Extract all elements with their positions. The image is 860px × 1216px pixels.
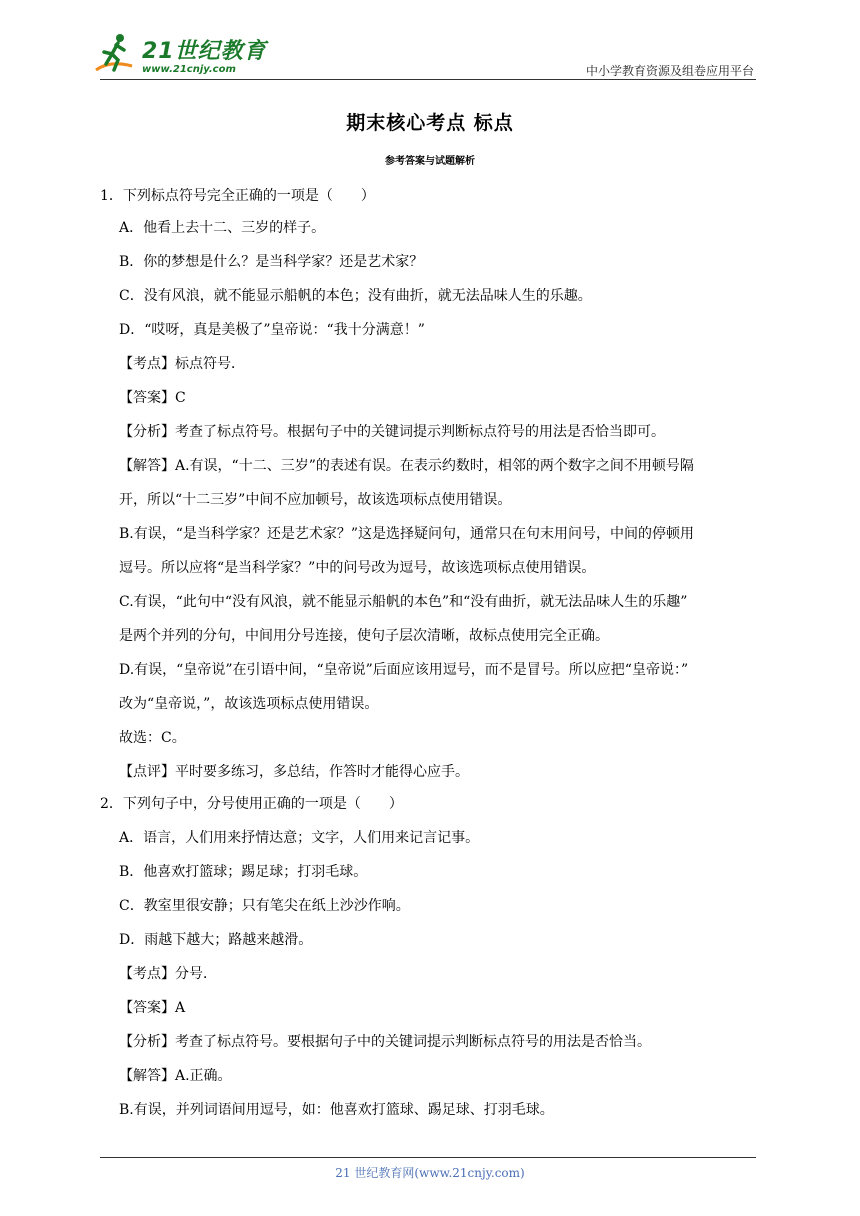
question-1-choice: 故选：C。	[119, 730, 186, 746]
question-1-solution-line: 是两个并列的分句，中间用分号连接，使句子层次清晰，故标点使用完全正确。	[119, 628, 609, 644]
page-header	[0, 0, 860, 80]
header-divider	[100, 79, 756, 80]
logo-url: www.21cnjy.com	[142, 64, 236, 75]
question-1-solution-line: C.有误，“此句中“没有风浪，就不能显示船帆的本色”和“没有曲折，就无法品味人生的乐趣”	[119, 594, 688, 610]
question-1-solution-line: D.有误，“皇帝说”在引语中间，“皇帝说”后面应该用逗号，而不是冒号。所以应把“皇帝说：”	[119, 662, 689, 678]
question-2-option-b: B．他喜欢打篮球；踢足球；打羽毛球。	[119, 864, 368, 880]
question-1-solution-line: 开，所以“十二三岁”中间不应加顿号，故该选项标点使用错误。	[119, 492, 512, 508]
question-2-solution-line: B.有误，并列词语间用逗号，如：他喜欢打篮球、踢足球、打羽毛球。	[119, 1102, 554, 1118]
page-title: 期末核心考点 标点	[346, 112, 514, 134]
question-2-answer: 【答案】A	[119, 1000, 186, 1016]
question-1-solution-line: B.有误，“是当科学家？还是艺术家？”这是选择疑问句，通常只在句末用问号，中间的停顿用	[119, 526, 695, 542]
question-2-option-c: C．教室里很安静；只有笔尖在纸上沙沙作响。	[119, 898, 410, 914]
question-2-solution-line: 【解答】A.正确。	[119, 1068, 232, 1084]
question-2-analysis: 【分析】考查了标点符号。要根据句子中的关键词提示判断标点符号的用法是否恰当。	[119, 1034, 651, 1050]
runner-logo-icon	[92, 30, 140, 76]
question-1-option-a: A．他看上去十二、三岁的样子。	[119, 220, 326, 236]
question-1-option-c: C．没有风浪，就不能显示船帆的本色；没有曲折，就无法品味人生的乐趣。	[119, 288, 592, 304]
logo-text: 21世纪教育	[142, 39, 267, 64]
question-1-topic: 【考点】标点符号．	[119, 356, 245, 372]
question-1-solution-line: 【解答】A.有误，“十二、三岁”的表述有误。在表示约数时，相邻的两个数字之间不用顿号隔	[119, 458, 694, 474]
question-1-option-b: B．你的梦想是什么？是当科学家？还是艺术家？	[119, 254, 424, 270]
question-2-topic: 【考点】分号．	[119, 966, 217, 982]
platform-name: 中小学教育资源及组卷应用平台	[585, 64, 754, 78]
question-2-option-d: D．雨越下越大；路越来越滑。	[119, 932, 313, 948]
footer-divider	[100, 1157, 756, 1158]
question-1-solution-line: 逗号。所以应将“是当科学家？”中的问号改为逗号，故该选项标点使用错误。	[119, 560, 596, 576]
question-1-answer: 【答案】C	[119, 390, 186, 406]
question-2-option-a: A．语言，人们用来抒情达意；文字，人们用来记言记事。	[119, 830, 480, 846]
logo	[92, 30, 267, 80]
page-subtitle: 参考答案与试题解析	[385, 156, 475, 167]
footer-link[interactable]: 21 世纪教育网(www.21cnjy.com)	[335, 1166, 525, 1180]
question-1-comment: 【点评】平时要多练习，多总结，作答时才能得心应手。	[119, 764, 469, 780]
question-1-stem: 1．下列标点符号完全正确的一项是（ ）	[100, 188, 375, 204]
question-1-option-d: D．“哎呀，真是美极了”皇帝说：“我十分满意！”	[119, 322, 425, 338]
question-1-solution-line: 改为“皇帝说，”，故该选项标点使用错误。	[119, 696, 379, 712]
question-1-analysis: 【分析】考查了标点符号。根据句子中的关键词提示判断标点符号的用法是否恰当即可。	[119, 424, 665, 440]
question-2-stem: 2．下列句子中，分号使用正确的一项是（ ）	[100, 796, 403, 812]
